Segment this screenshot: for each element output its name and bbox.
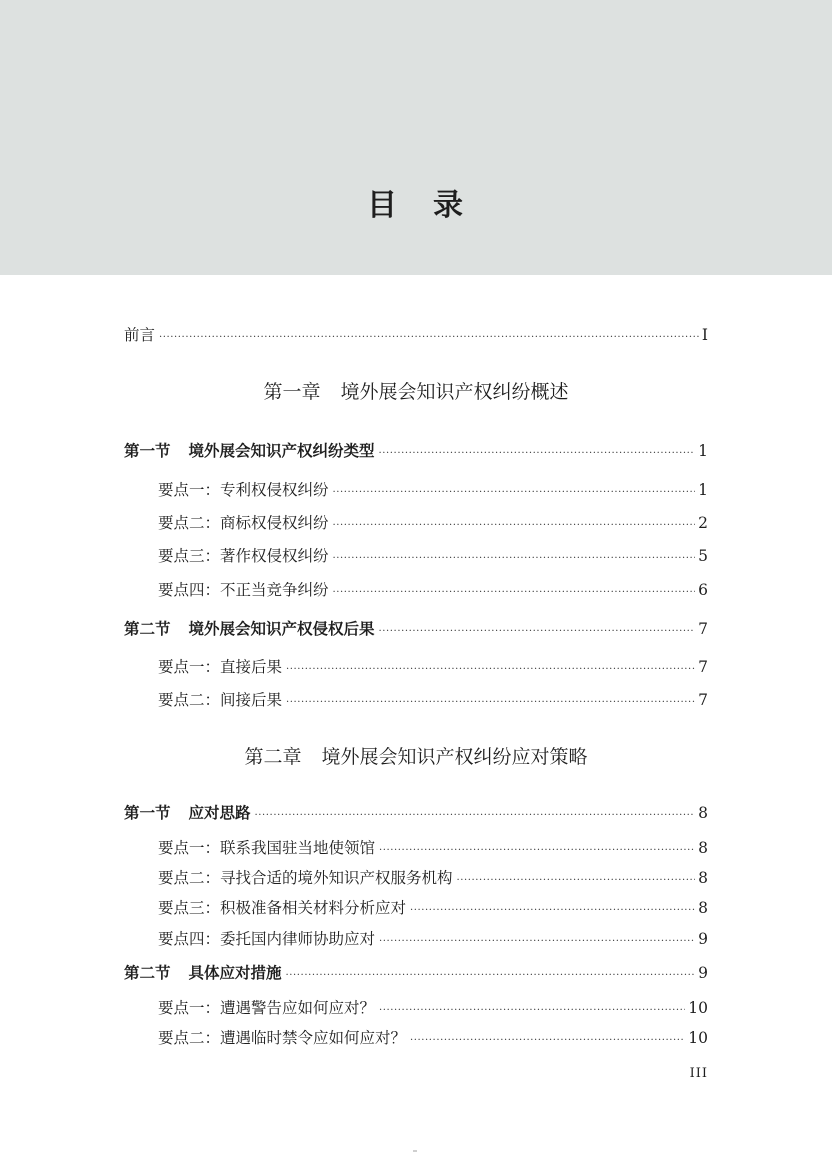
dot-leader bbox=[457, 868, 696, 884]
toc-page-number: 8 bbox=[698, 869, 708, 887]
toc-entry-section[interactable] bbox=[124, 617, 708, 639]
toc-entry-section[interactable] bbox=[124, 961, 708, 983]
toc-entry-section[interactable] bbox=[124, 439, 708, 461]
toc-page-number: 5 bbox=[698, 547, 708, 565]
dot-leader bbox=[379, 998, 685, 1014]
section-title: 应对思路 bbox=[188, 804, 251, 822]
toc-entry-point[interactable] bbox=[158, 1026, 708, 1048]
toc-entry-label: 要点二：寻找合适的境外知识产权服务机构 bbox=[158, 869, 453, 887]
toc-entry-point[interactable] bbox=[158, 511, 708, 533]
page-title-char: 录 bbox=[433, 188, 465, 223]
dot-leader bbox=[333, 580, 696, 596]
dot-leader bbox=[379, 619, 696, 635]
page-title-char: 目 bbox=[367, 188, 399, 223]
toc-page-number: 7 bbox=[698, 691, 708, 709]
toc-entry-label: 要点一：遭遇警告应如何应对？ bbox=[158, 999, 376, 1017]
chapter-title: 境外展会知识产权纠纷应对策略 bbox=[321, 746, 588, 768]
section-number: 第二节 bbox=[124, 620, 171, 638]
dot-leader bbox=[379, 838, 695, 854]
dot-leader bbox=[333, 513, 696, 529]
section-title: 具体应对措施 bbox=[188, 964, 282, 982]
toc-entry-point[interactable] bbox=[158, 655, 708, 677]
toc-page-number: 10 bbox=[688, 1029, 708, 1047]
dot-leader bbox=[286, 690, 695, 706]
toc-entry-section[interactable] bbox=[124, 801, 708, 823]
toc-page-number: 10 bbox=[688, 999, 708, 1017]
chapter-heading bbox=[0, 377, 832, 404]
toc-entry-label: 前言 bbox=[124, 326, 156, 344]
toc-page-number: 8 bbox=[698, 804, 708, 822]
toc-entry-point[interactable] bbox=[158, 927, 708, 949]
dot-leader bbox=[333, 480, 696, 496]
dot-leader bbox=[159, 325, 699, 341]
toc-page-number: 7 bbox=[698, 620, 708, 638]
toc-entry-point[interactable] bbox=[158, 896, 708, 918]
toc-page-number: 1 bbox=[698, 481, 708, 499]
scan-mark bbox=[413, 1150, 417, 1152]
chapter-heading bbox=[0, 742, 832, 769]
toc-entry-preface[interactable] bbox=[124, 323, 708, 345]
dot-leader bbox=[286, 657, 695, 673]
toc-entry-label: 要点二：间接后果 bbox=[158, 691, 283, 709]
toc-page-number: 9 bbox=[698, 964, 708, 982]
dot-leader bbox=[379, 441, 696, 457]
toc-entry-label: 要点一：直接后果 bbox=[158, 658, 283, 676]
chapter-title: 境外展会知识产权纠纷概述 bbox=[340, 381, 569, 403]
section-number: 第一节 bbox=[124, 804, 171, 822]
section-title: 境外展会知识产权纠纷类型 bbox=[188, 442, 375, 460]
dot-leader bbox=[410, 1028, 685, 1044]
toc-entry-label: 要点一：专利权侵权纠纷 bbox=[158, 481, 329, 499]
chapter-number: 第二章 bbox=[244, 746, 302, 768]
toc-entry-point[interactable] bbox=[158, 996, 708, 1018]
toc-entry-label: 要点二：商标权侵权纠纷 bbox=[158, 514, 329, 532]
page-folio: III bbox=[689, 1066, 708, 1081]
toc-page-number: 7 bbox=[698, 658, 708, 676]
dot-leader bbox=[410, 898, 695, 914]
page-title bbox=[0, 180, 832, 224]
dot-leader bbox=[333, 546, 696, 562]
chapter-number: 第一章 bbox=[263, 381, 321, 403]
toc-entry-label: 要点三：著作权侵权纠纷 bbox=[158, 547, 329, 565]
section-number: 第一节 bbox=[124, 442, 171, 460]
toc-page-number: 1 bbox=[698, 442, 708, 460]
toc-page-number: 9 bbox=[698, 930, 708, 948]
dot-leader bbox=[255, 803, 696, 819]
toc-entry-point[interactable] bbox=[158, 688, 708, 710]
section-number: 第二节 bbox=[124, 964, 171, 982]
toc-entry-label: 要点一：联系我国驻当地使领馆 bbox=[158, 839, 376, 857]
toc-entry-point[interactable] bbox=[158, 544, 708, 566]
toc-entry-point[interactable] bbox=[158, 836, 708, 858]
toc-entry-label: 要点二：遭遇临时禁令应如何应对？ bbox=[158, 1029, 407, 1047]
toc-entry-label: 要点四：不正当竞争纠纷 bbox=[158, 581, 329, 599]
toc-page-number: 8 bbox=[698, 839, 708, 857]
section-title: 境外展会知识产权侵权后果 bbox=[188, 620, 375, 638]
toc-page-number: I bbox=[701, 326, 708, 344]
toc-entry-point[interactable] bbox=[158, 578, 708, 600]
toc-page-number: 2 bbox=[698, 514, 708, 532]
toc-entry-point[interactable] bbox=[158, 866, 708, 888]
toc-entry-label: 要点三：积极准备相关材料分析应对 bbox=[158, 899, 407, 917]
toc-page-number: 6 bbox=[698, 581, 708, 599]
dot-leader bbox=[286, 963, 696, 979]
toc-page-number: 8 bbox=[698, 899, 708, 917]
dot-leader bbox=[379, 929, 695, 945]
header-band bbox=[0, 0, 832, 275]
toc-entry-label: 要点四：委托国内律师协助应对 bbox=[158, 930, 376, 948]
toc-entry-point[interactable] bbox=[158, 478, 708, 500]
